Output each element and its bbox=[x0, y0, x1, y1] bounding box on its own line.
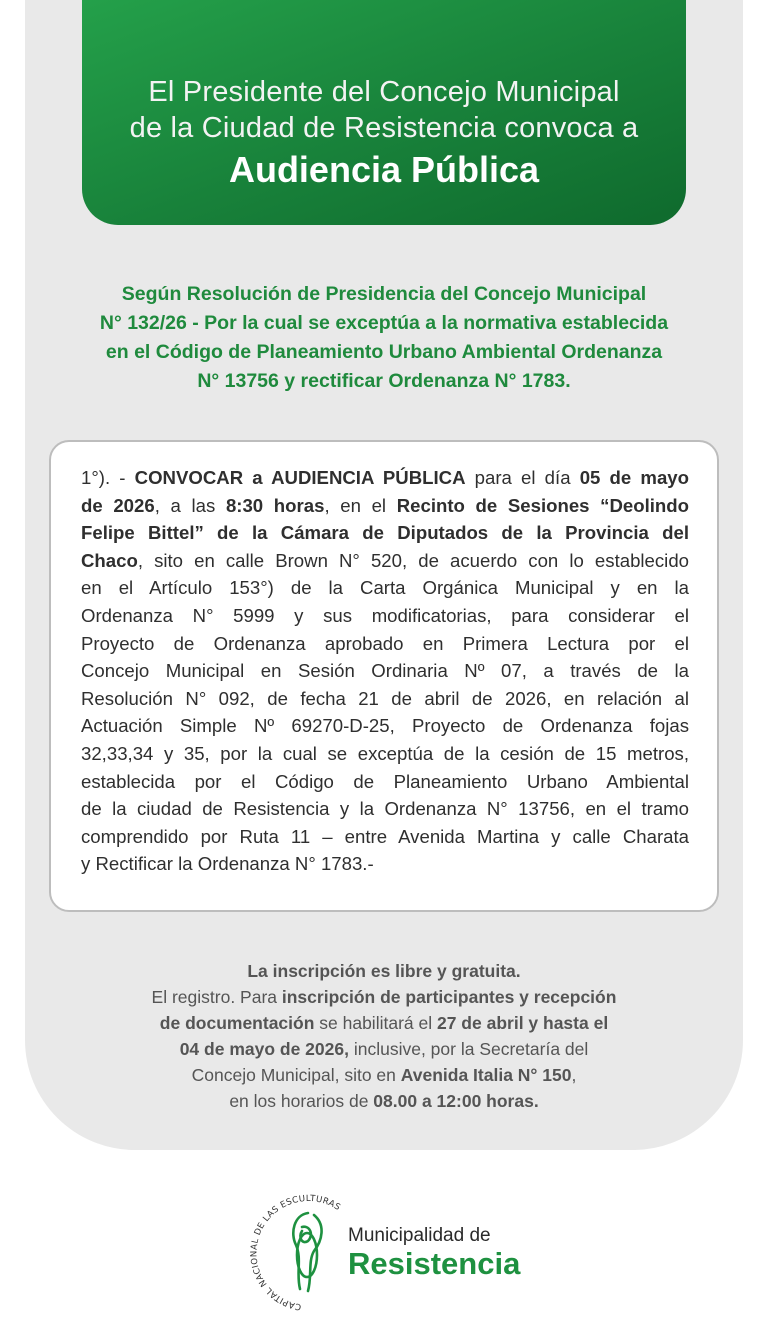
footer-bold: inscripción de participantes y recepción bbox=[281, 987, 617, 1007]
resolution-line: Según Resolución de Presidencia del Concejo Municipal bbox=[121, 283, 647, 305]
body-line: Resolución N° 092, de fecha 21 de abril de 2026, en relación al bbox=[81, 687, 689, 709]
body-bold: 8:30 horas bbox=[225, 494, 325, 516]
body-line: 32,33,34 y 35, por la cual se exceptúa de la cesión de 15 metros, bbox=[81, 742, 689, 764]
logo-line-1: Municipalidad de bbox=[348, 1225, 491, 1246]
municipality-name bbox=[348, 1225, 520, 1281]
header-line-1: El Presidente del Concejo Municipal bbox=[148, 76, 620, 108]
body-text: , a las bbox=[154, 494, 226, 516]
header-line-2: de la Ciudad de Resistencia convoca a bbox=[129, 112, 639, 144]
footer-bold: 27 de abril y hasta el bbox=[436, 1013, 609, 1033]
footer-line bbox=[100, 1088, 668, 1114]
body-text: , en el bbox=[324, 494, 397, 516]
resolution-line: en el Código de Planeamiento Urbano Ambiental Ordenanza bbox=[105, 341, 663, 363]
body-line bbox=[81, 492, 689, 520]
body-line: establecida por el Código de Planeamiento Urbano Ambiental bbox=[81, 770, 689, 792]
body-bold: de 2026 bbox=[81, 494, 155, 516]
logo-line-2: Resistencia bbox=[348, 1246, 521, 1281]
sculpture-logo-icon bbox=[250, 1185, 360, 1315]
footer-text: en los horarios de bbox=[229, 1091, 374, 1111]
body-line bbox=[81, 519, 689, 547]
footer-line bbox=[100, 1010, 668, 1036]
footer-line bbox=[100, 984, 668, 1010]
page-title: Audiencia Pública bbox=[228, 149, 540, 190]
body-bold: CONVOCAR a AUDIENCIA PÚBLICA bbox=[134, 467, 466, 488]
resolution-line: N° 13756 y rectificar Ordenanza N° 1783. bbox=[197, 370, 571, 392]
body-line: Actuación Simple Nº 69270-D-25, Proyecto de Ordenanza fojas bbox=[81, 715, 689, 737]
footer-text: inclusive, por la Secretaría del bbox=[348, 1039, 589, 1059]
footer-line bbox=[100, 1036, 668, 1062]
footer-bold: 04 de mayo de 2026, bbox=[179, 1039, 349, 1059]
footer-bold: Avenida Italia N° 150 bbox=[400, 1065, 572, 1085]
body-line bbox=[81, 547, 689, 575]
footer-bold: La inscripción es libre y gratuita. bbox=[247, 961, 521, 981]
body-text: para el día bbox=[465, 467, 580, 488]
body-bold: Felipe Bittel” de la Cámara de Diputados de la Provincia del bbox=[81, 522, 689, 544]
footer-bold: 08.00 a 12:00 horas. bbox=[373, 1091, 539, 1111]
body-line: en el Artículo 153°) de la Carta Orgánica Municipal y en la bbox=[81, 577, 689, 599]
body-line: Concejo Municipal en Sesión Ordinaria Nº 07, a través de la bbox=[81, 660, 689, 682]
convocation-card bbox=[49, 440, 719, 912]
body-line: Ordenanza N° 5999 y sus modificatorias, para considerar el bbox=[81, 604, 689, 626]
header-banner bbox=[82, 0, 686, 225]
footer-line bbox=[100, 958, 668, 984]
body-line: Proyecto de Ordenanza aprobado en Primera Lectura por el bbox=[81, 632, 689, 654]
body-line: y Rectificar la Ordenanza N° 1783.- bbox=[81, 853, 374, 875]
body-line bbox=[81, 464, 689, 492]
footer-bold: de documentación bbox=[159, 1013, 315, 1033]
footer-text: , bbox=[571, 1065, 577, 1085]
footer-text: se habilitará el bbox=[314, 1013, 437, 1033]
footer-line bbox=[100, 1062, 668, 1088]
body-bold: Chaco bbox=[81, 549, 138, 571]
body-bold: Recinto de Sesiones “Deolindo bbox=[396, 494, 689, 516]
body-bold: 05 de mayo bbox=[579, 467, 689, 488]
body-line: comprendido por Ruta 11 – entre Avenida Martina y calle Charata bbox=[81, 825, 689, 847]
resolution-line: N° 132/26 - Por la cual se exceptúa a la normativa establecida bbox=[99, 312, 669, 334]
resolution-text bbox=[50, 280, 718, 396]
registration-info bbox=[100, 958, 668, 1114]
footer-text: Concejo Municipal, sito en bbox=[191, 1065, 401, 1085]
body-text: 1°). - bbox=[81, 467, 135, 488]
body-text: , sito en calle Brown N° 520, de acuerdo con lo establecido bbox=[137, 549, 689, 571]
body-line: de la ciudad de Resistencia y la Ordenanza N° 13756, en el tramo bbox=[81, 798, 689, 820]
footer-text: El registro. Para bbox=[151, 987, 282, 1007]
logo-ring-text: CAPITAL NACIONAL DE LAS ESCULTURAS bbox=[250, 1193, 343, 1312]
